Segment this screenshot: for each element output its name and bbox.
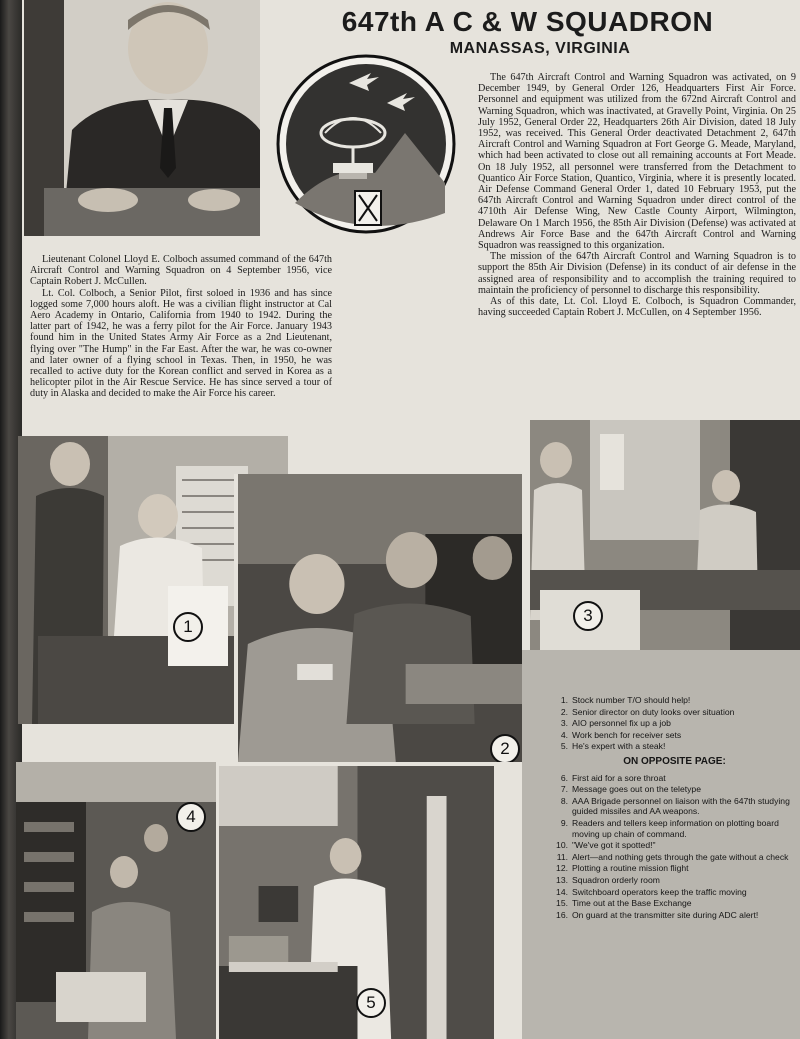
caption-item: [552, 796, 797, 817]
page-title: 647th A C & W SQUADRON: [341, 6, 714, 37]
history-paragraph: As of this date, Lt. Col. Lloyd E. Colboch, is Squadron Commander, having succeeded Captain Robert J. McCullen, on 4 September 1956.: [478, 296, 796, 319]
caption-number: 14.: [556, 886, 568, 897]
caption-text: Switchboard operators keep the traffic moving: [572, 886, 747, 897]
caption-number: 9.: [560, 817, 568, 828]
caption-text: Squadron orderly room: [572, 874, 660, 885]
caption-item: [552, 852, 797, 863]
photo-4: [16, 762, 216, 1039]
caption-text: AIO personnel fix up a job: [572, 718, 671, 729]
caption-item: [552, 887, 797, 898]
photo-3: [530, 420, 800, 652]
caption-text: On guard at the transmitter site during ADC alert!: [572, 909, 759, 920]
caption-item: [552, 773, 797, 784]
photo-2: [234, 474, 522, 762]
photo-number-badge: 2: [490, 734, 520, 762]
squadron-history-text: [478, 72, 796, 318]
caption-item: [552, 741, 797, 752]
page-subtitle-location: MANASSAS, VIRGINIA: [449, 40, 631, 57]
caption-number: 15.: [556, 898, 568, 909]
caption-number: 7.: [560, 784, 568, 795]
caption-text: Work bench for receiver sets: [572, 729, 682, 740]
caption-text: "We've got it spotted!": [572, 840, 656, 851]
caption-item: [552, 818, 797, 839]
history-paragraph: The mission of the 647th Aircraft Control and Warning Squadron is to support the 85th Air Division (Defense) in its conduct of air defense in the assigned area of responsibility and to accomplish the training required to maintain the proficiency of personnel to discharge this responsibility.: [478, 251, 796, 296]
bio-paragraph: Lieutenant Colonel Lloyd E. Colboch assumed command of the 647th Aircraft Control and Warning Squadron on 4 September 1956, vice Captain Robert J. McCullen.: [30, 254, 332, 288]
photo-number-badge: 4: [176, 802, 206, 832]
photo-number-badge: 1: [173, 612, 203, 642]
squadron-emblem: [275, 53, 457, 235]
caption-item: [552, 707, 797, 718]
caption-number: 3.: [560, 718, 568, 729]
photo-number-badge: 5: [356, 988, 386, 1018]
caption-text: AAA Brigade personnel on liaison with the 647th studying guided missiles and AA weapons.: [572, 795, 790, 817]
caption-number: 5.: [560, 741, 568, 752]
commander-bio-text: [30, 254, 332, 400]
caption-number: 12.: [556, 863, 568, 874]
caption-number: 2.: [560, 706, 568, 717]
caption-text: Time out at the Base Exchange: [572, 898, 692, 909]
caption-number: 1.: [560, 695, 568, 705]
caption-number: 16.: [556, 909, 568, 920]
caption-item: [552, 784, 797, 795]
caption-text: Readers and tellers keep information on plotting board moving up chain of command.: [572, 817, 779, 839]
caption-item: [552, 875, 797, 886]
photo-captions-box: [522, 650, 800, 1039]
photo-5: [216, 766, 494, 1039]
caption-item: [552, 695, 797, 706]
history-paragraph: The 647th Aircraft Control and Warning Squadron was activated, on 9 December 1949, by General Order 126, Headquarters First Air Force. Personnel and equipment was utilized from the 672nd Aircraft Control and Warning Squadron, which was inactivated, at Gravelly Point, Virginia. On 25 July 1952, General Order 22, Headquarters 26th Air Division, dated 18 July 1952, was received. This General Order deactivated Detachment 2, 647th Aircraft Control and Warning Squadron at Fort George G. Meade, Maryland, which had been activated to close out all remaining accounts at Fort Meade. On 18 July 1952, all personnel were transferred from the Detachment to Quantico Air Force Station, Quantico, Virginia, where it is presently located. Air Defense Command General Order 1, dated 10 February 1953, put the 647th Aircraft Control and Warning Squadron under direct control of the 4710th Air Defense Wing, New Castle County Airport, Wilmington, Delaware On 1 March 1956, the 85th Air Division (Defense) was activated at Andrews Air Force Base and the 647th Aircraft Control and Warning Squadron was reassigned to this organization.: [478, 72, 796, 252]
caption-text: Message goes out on the teletype: [572, 784, 701, 795]
photo-caption-list: [552, 695, 797, 921]
caption-item: [552, 898, 797, 909]
opposite-page-heading: ON OPPOSITE PAGE:: [623, 755, 726, 767]
commander-portrait-photo: [24, 0, 260, 236]
caption-number: 13.: [556, 874, 568, 885]
caption-text: He's expert with a steak!: [572, 741, 666, 752]
photo-number-badge: 3: [573, 601, 603, 631]
caption-number: 11.: [556, 851, 568, 862]
caption-number: 4.: [560, 729, 568, 740]
caption-text: Alert—and nothing gets through the gate without a check: [572, 851, 789, 862]
caption-number: 10.: [556, 840, 568, 851]
caption-text: Senior director on duty looks over situation: [572, 706, 735, 717]
caption-item: [552, 910, 797, 921]
caption-text: Plotting a routine mission flight: [572, 863, 689, 874]
bio-paragraph: Lt. Col. Colboch, a Senior Pilot, first soloed in 1936 and has since logged some 7,000 hours aloft. He was a civilian flight instructor at Cal Aero Academy in Ontario, California from 1940 to 1942. During the latter part of 1942, he was a ferry pilot for the Air Force. January 1943 found him in the United States Army Air Force as a 2nd Lieutenant, flying over "The Hump" in the Far East. After the war, he was co-owner and later owner of a flying school in Texas. Then, in 1950, he was recalled to active duty for the Korean conflict and served in Korea as a helicopter pilot in the Air Rescue Service. He has since served a tour of duty in Alaska and decided to make the Air Force his career.: [30, 287, 332, 400]
caption-item: [552, 718, 797, 729]
caption-number: 8.: [560, 795, 568, 806]
caption-item: [552, 840, 797, 851]
caption-text: Stock number T/O should help!: [572, 695, 691, 705]
caption-number: 6.: [560, 772, 568, 783]
caption-item: [552, 863, 797, 874]
caption-text: First aid for a sore throat: [572, 772, 666, 783]
caption-item: [552, 730, 797, 741]
